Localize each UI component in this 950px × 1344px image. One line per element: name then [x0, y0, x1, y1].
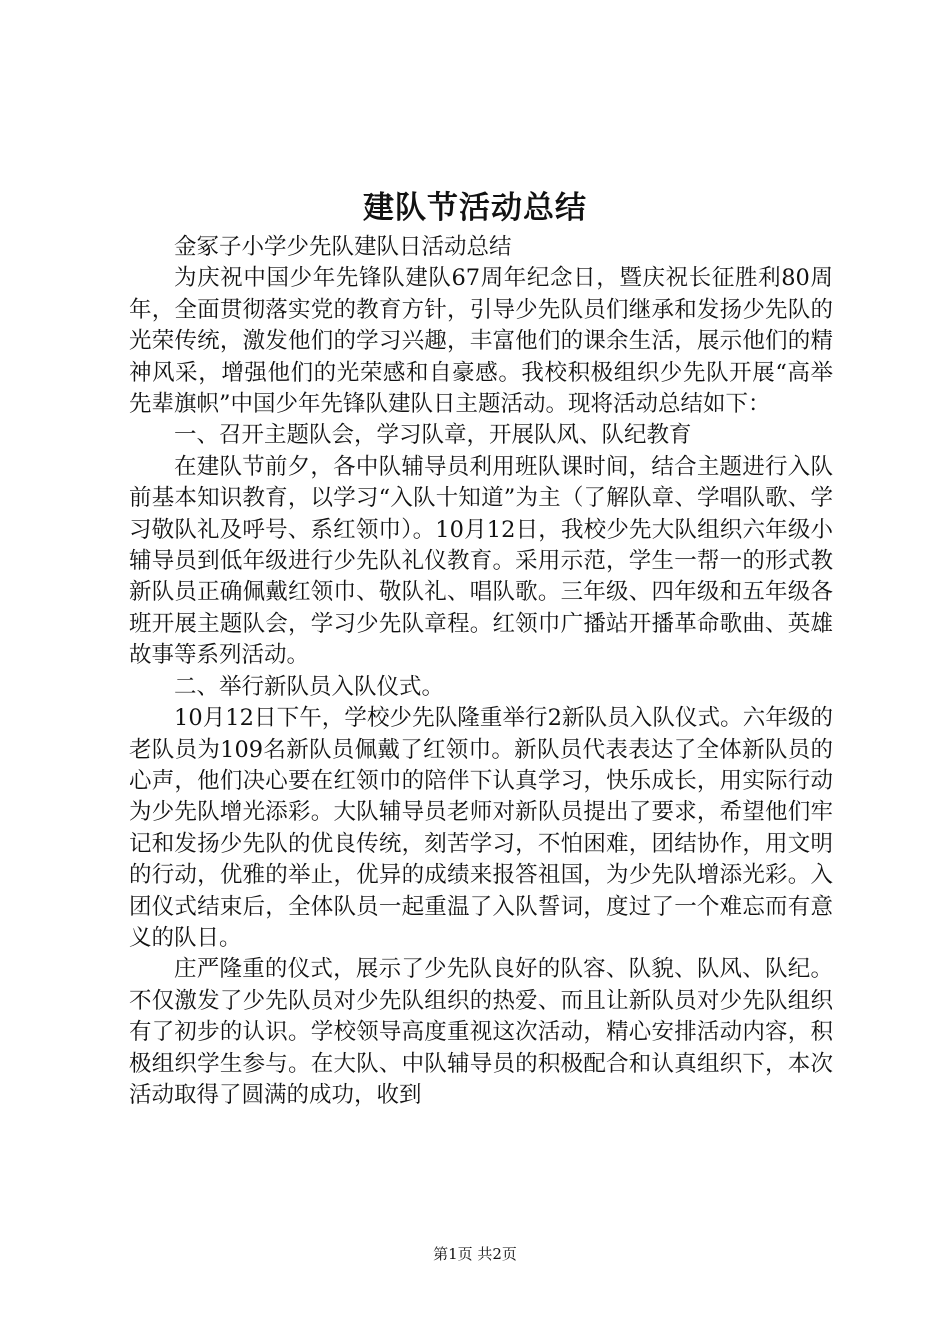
section-heading-1: 一、召开主题队会，学习队章，开展队风、队纪教育 [174, 422, 692, 449]
page-number-footer: 第1页 共2页 [433, 1245, 517, 1263]
document-title: 建队节活动总结 [363, 190, 587, 226]
paragraph-section-2: 10月12日下午，学校少先队隆重举行2新队员入队仪式。六年级的老队员为109名新队员佩戴了红领巾。新队员代表表达了全体新队员的心声，他们决心要在红领巾的陪伴下认真学习，快乐成长，用实际行动为少先队增光添彩。大队辅导员老师对新队员提出了要求，希望他们牢记和发扬少先队的优良传统，刻苦学习，不怕困难，团结协作，用文明的行动，优雅的举止，优异的成绩来报答祖国，为少先队增添光彩。入团仪式结束后，全体队员一起重温了入队誓词，度过了一个难忘而有意义的队日。 [129, 705, 833, 951]
paragraph-conclusion: 庄严隆重的仪式，展示了少先队良好的队容、队貌、队风、队纪。不仅激发了少先队员对少先队组织的热爱、而且让新队员对少先队组织有了初步的认识。学校领导高度重视这次活动，精心安排活动内容，积极组织学生参与。在大队、中队辅导员的积极配合和认真组织下，本次活动取得了圆满的成功，收到 [129, 956, 833, 1108]
section-heading-2: 二、举行新队员入队仪式。 [174, 673, 445, 700]
paragraph-intro: 为庆祝中国少年先锋队建队67周年纪念日，暨庆祝长征胜利80周年，全面贯彻落实党的教育方针，引导少先队员们继承和发扬少先队的光荣传统，激发他们的学习兴趣，丰富他们的课余生活，展示他们的精神风采，增强他们的光荣感和自豪感。我校积极组织少先队开展“高举先辈旗帜”中国少年先锋队建队日主题活动。现将活动总结如下： [129, 265, 833, 418]
paragraph-subtitle: 金冢子小学少先队建队日活动总结 [174, 234, 512, 260]
paragraph-section-1: 在建队节前夕，各中队辅导员利用班队课时间，结合主题进行入队前基本知识教育，以学习“入队十知道”为主（了解队章、学唱队歌、学习敬队礼及呼号、系红领巾）。10月12日，我校少先大队组织六年级小辅导员到低年级进行少先队礼仪教育。采用示范，学生一帮一的形式教新队员正确佩戴红领巾、敬队礼、唱队歌。三年级、四年级和五年级各班开展主题队会，学习少先队章程。红领巾广播站开播革命歌曲、英雄故事等系列活动。 [129, 453, 833, 669]
document-body [129, 232, 833, 1111]
